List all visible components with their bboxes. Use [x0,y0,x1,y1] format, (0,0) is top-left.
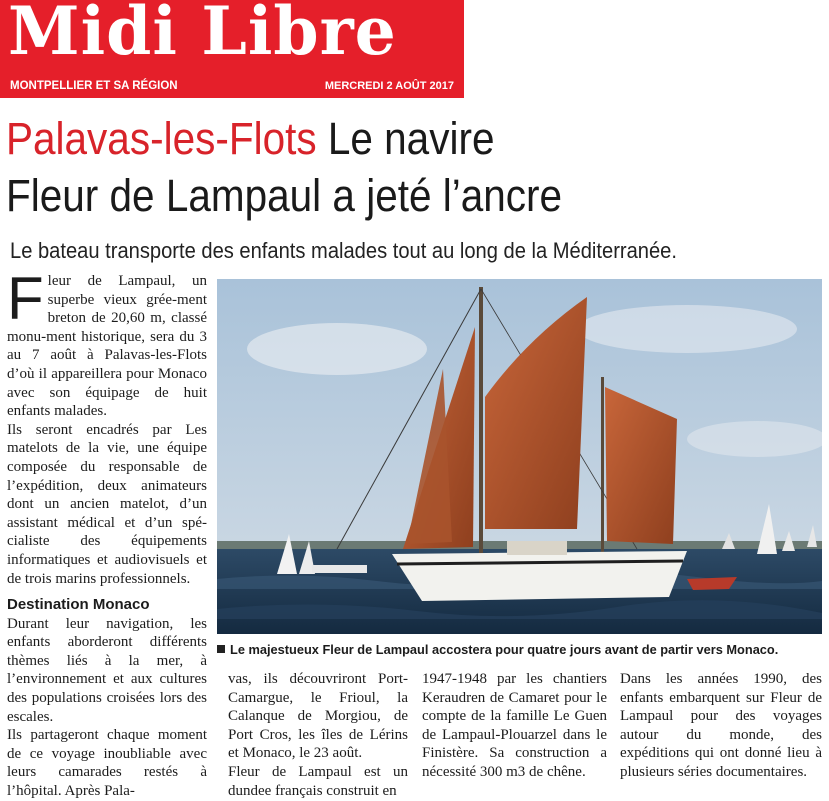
caption-text: Le majestueux Fleur de Lampaul accostera pour quatre jours avant de partir vers Monaco. [230,642,779,657]
caption-bullet-icon [217,645,225,653]
newspaper-logo: Midi Libre [8,0,397,70]
headline-text-1: Le navire [327,113,495,164]
paragraph: Fleur de Lampaul est un dundee français construit en [228,763,408,799]
paragraph: Durant leur navigation, les enfants aborderont différents thèmes liés à la mer, à l’environnement et aux cultures des populations croisées lors des escales. [7,615,207,725]
paragraph: 1947-1948 par les chantiers Keraudren de Camaret pour le compte de la famille Le Guen de Lampaul-Plouarzel dans le Finistère. Sa construction a nécessité 300 m3 de chêne. [422,671,607,780]
lead-paragraph [7,265,207,421]
issue-date: MERCREDI 2 AOÛT 2017 [324,80,454,92]
headline [6,110,562,224]
article-photo [217,279,822,634]
drop-cap: F [7,265,44,332]
paragraph: Ils partageront chaque moment de ce voyage inoubliable avec leurs camarades restés à l’hôpital. Après Pala- [7,727,207,800]
article-column-3 [422,670,607,782]
masthead [0,0,464,98]
article-column-2 [228,670,408,800]
sailing-ship-illustration [217,279,822,634]
paragraph: vas, ils découvriront Port-Camargue, le Frioul, la Calanque de Morgiou, de Port Cros, les îles de Lérins et Monaco, le 23 août. [228,671,408,762]
headline-line-1 [6,110,562,167]
article-column-1 [7,265,207,801]
subheadline: Le bateau transporte des enfants malades tout au long de la Méditerranée. [10,238,677,263]
headline-place: Palavas-les-Flots [6,113,317,164]
headline-line-2: Fleur de Lampaul a jeté l’ancre [6,170,563,221]
region-label: MONTPELLIER ET SA RÉGION [10,80,178,92]
paragraph: Dans les années 1990, des enfants embarquent sur Fleur de Lampaul pour des voyages autour du monde, des expéditions qui ont donné lieu à plusieurs séries documentaires. [620,671,822,780]
section-subtitle: Destination Monaco [7,596,150,614]
article-column-4 [620,670,822,782]
lead-text: leur de Lampaul, un superbe vieux grée-ment breton de 20,60 m, classé monu-ment historique, sera du 3 au 7 août à Palavas-les-Flots d’où il appareillera pour Monaco avec son équipage de huit enfants malades. [7,273,207,420]
photo-caption [217,642,822,657]
paragraph: Ils seront encadrés par Les matelots de la vie, une équipe composée du responsable de l’expédition, deux animateurs dont un ancien matelot, d’un assistant médical et d’un spé-cialiste des équipements informatiques et audiovisuels et de trois marins professionnels. [7,421,207,587]
